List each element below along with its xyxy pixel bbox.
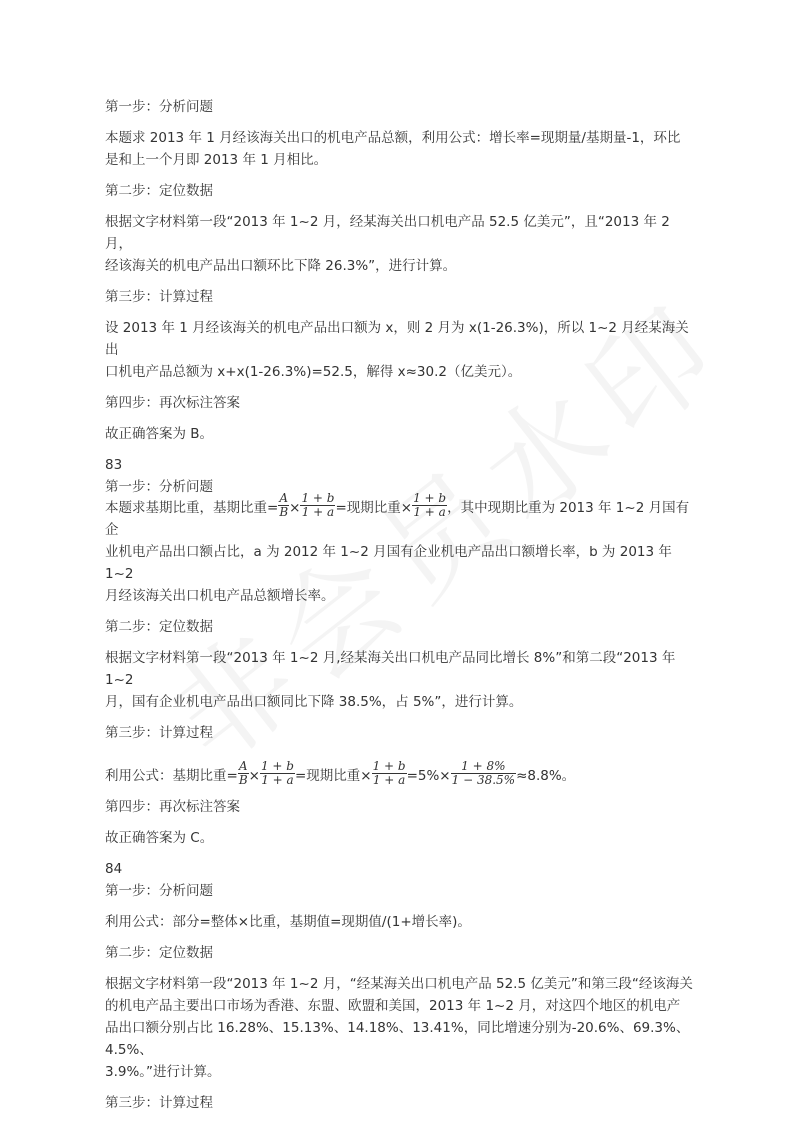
paragraph-line: 月，国有企业机电产品出口额同比下降 38.5%，占 5%”，进行计算。	[105, 694, 523, 710]
fraction	[412, 492, 447, 519]
paragraph-line: 3.9%。”进行计算。	[105, 1064, 221, 1080]
fraction	[278, 492, 289, 519]
formula-text	[105, 760, 575, 787]
paragraph-line: 品出口额分别占比 16.28%、15.13%、14.18%、13.41%，同比增速分别为-20.6%、69.3%、4.5%、	[105, 1020, 690, 1058]
paragraph-line: 本题求 2013 年 1 月经该海关出口的机电产品总额，利用公式：增长率=现期量/基期量-1，环比	[105, 130, 681, 146]
formula-text: ×	[248, 768, 260, 784]
solution-text	[105, 96, 695, 1114]
step-heading: 第一步：分析问题	[105, 479, 213, 495]
step-heading: 第二步：定位数据	[105, 945, 213, 961]
numerator: 1 + 8%	[451, 760, 516, 774]
denominator: 1 + a	[261, 773, 294, 787]
formula-text: 利用公式：基期比重=	[105, 768, 238, 784]
numerator: 1 + b	[301, 491, 335, 505]
paragraph-line: 根据文字材料第一段“2013 年 1~2 月，“经某海关出口机电产品 52.5 亿美元”和第三段“经该海关	[105, 976, 693, 992]
question-number: 83	[105, 457, 123, 473]
fraction	[238, 760, 249, 787]
paragraph-line: 的机电产品主要出口市场为香港、东盟、欧盟和美国，2013 年 1~2 月，对这四个地区的机电产	[105, 998, 681, 1014]
formula-text: ×	[289, 500, 301, 516]
step-heading: 第四步：再次标注答案	[105, 395, 240, 411]
formula-line	[105, 753, 695, 787]
denominator: B	[279, 505, 289, 519]
denominator: 1 + a	[413, 505, 446, 519]
question-number: 84	[105, 861, 123, 877]
answer-line: 故正确答案为 B。	[105, 426, 214, 442]
numerator: 1 + b	[372, 759, 406, 773]
paragraph-line: 口机电产品总额为 x+x(1-26.3%)=52.5，解得 x≈30.2（亿美元）。	[105, 364, 522, 380]
step-heading: 第二步：定位数据	[105, 619, 213, 635]
paragraph-line: 根据文字材料第一段“2013 年 1~2 月,经某海关出口机电产品同比增长 8%”和第二段“2013 年 1~2	[105, 650, 676, 688]
paragraph-line: 根据文字材料第一段“2013 年 1~2 月，经某海关出口机电产品 52.5 亿美元”，且“2013 年 2 月，	[105, 214, 670, 252]
numerator: A	[279, 491, 289, 505]
formula-text: =5%×	[406, 768, 451, 784]
numerator: 1 + b	[260, 759, 294, 773]
step-heading: 第三步：计算过程	[105, 725, 213, 741]
step-heading: 第四步：再次标注答案	[105, 799, 240, 815]
paragraph-line: 经该海关的机电产品出口额环比下降 26.3%”，进行计算。	[105, 258, 457, 274]
paragraph-line: 利用公式：部分=整体×比重，基期值=现期值/(1+增长率)。	[105, 914, 471, 930]
paragraph-line: 业机电产品出口额占比，a 为 2012 年 1~2 月国有企业机电产品出口额增长率，b 为 2013 年 1~2	[105, 544, 672, 582]
paragraph-line: 月经该海关出口机电产品总额增长率。	[105, 588, 335, 604]
formula-text	[105, 492, 695, 541]
fraction	[451, 760, 516, 787]
formula-text: =现期比重×	[294, 768, 372, 784]
formula-text: ，其中现期比重为 2013 年 1~2 月国有企	[105, 500, 690, 538]
fraction	[372, 760, 407, 787]
denominator: 1 + a	[372, 773, 406, 787]
paragraph-line: 是和上一个月即 2013 年 1 月相比。	[105, 152, 328, 168]
step-heading: 第三步：计算过程	[105, 289, 213, 305]
fraction	[260, 760, 295, 787]
paragraph-line: 设 2013 年 1 月经该海关的机电产品出口额为 x，则 2 月为 x(1-26.3%)，所以 1~2 月经某海关出	[105, 320, 689, 358]
step-heading: 第一步：分析问题	[105, 99, 213, 115]
denominator: 1 − 38.5%	[451, 773, 516, 787]
denominator: 1 + a	[301, 505, 335, 519]
numerator: A	[238, 759, 248, 773]
step-heading: 第三步：计算过程	[105, 1095, 213, 1111]
formula-text: =现期比重×	[335, 500, 413, 516]
answer-line: 故正确答案为 C。	[105, 830, 214, 846]
step-heading: 第一步：分析问题	[105, 883, 213, 899]
numerator: 1 + b	[413, 491, 447, 505]
denominator: B	[238, 773, 248, 787]
fraction	[300, 492, 335, 519]
step-heading: 第二步：定位数据	[105, 183, 213, 199]
formula-text: ≈8.8%。	[516, 768, 576, 784]
formula-line	[105, 491, 695, 541]
formula-text: 本题求基期比重，基期比重=	[105, 500, 279, 516]
